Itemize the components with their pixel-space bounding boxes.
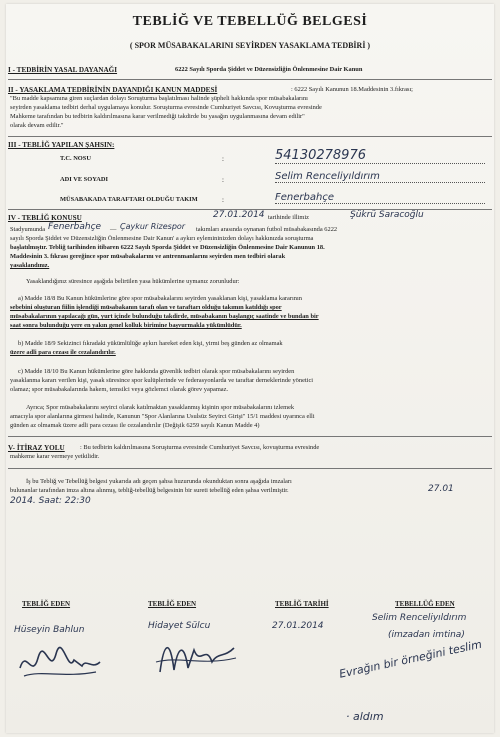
section-4-line2-pre: Stadyumunda <box>10 226 46 233</box>
warning-intro: Yasaklandığınız süresince aşağıda belirtilen yasa hükümlerine uymanız zorunludur: <box>26 278 240 285</box>
field-label-tc: T.C. NOSU <box>60 155 91 162</box>
section-4-line: Maddesinin 3. fıkrası gereğince spor müsabakalarını ve antrenmanlarını seyirden men tedbiri olarak <box>10 253 286 260</box>
signature-label-3: TEBLİĞ TARİHİ <box>275 600 329 608</box>
section-4-line2-post: takımları arasında oynanan futbol müsabakasında 6222 <box>196 226 338 233</box>
team-2: Çaykur Rizespor <box>120 222 186 231</box>
receipt-note: Evrağın bir örneğini teslim <box>338 637 484 681</box>
section-2-line: "Bu madde kapsamına giren suçlardan dolayı Soruşturma başlatılması halinde şüpheli hakkında spor müsabakalarını <box>10 95 308 102</box>
signature-label-2: TEBLİĞ EDEN <box>148 600 197 608</box>
warning-d-line: amacıyla spor alanlarına girmesi halinde, Kanunun "Spor Alanlarına Usulsüz Seyirci Girişi" 15/1 maddesi uyarınca elli <box>10 413 315 420</box>
field-label-name: ADI VE SOYADI <box>60 176 108 183</box>
field-colon: : <box>222 176 224 184</box>
warning-a-line: sebebini oluşturan fiilin işlendiği müsabakanın tarafı olan ve taraftarı olduğu takımın katıldığı spor <box>10 304 282 311</box>
document-title: TEBLİĞ VE TEBELLÜĞ BELGESİ <box>132 14 368 29</box>
stadium-name: Şükrü Saracoğlu <box>350 210 424 220</box>
section-2-label: II - YASAKLAMA TEDBİRİNİN DAYANDIĞI KANUN MADDESİ <box>8 86 218 94</box>
field-colon: : <box>222 155 224 163</box>
section-4-line: sayılı Sporda Şiddet ve Düzensizliğin Önlenmesine Dair Kanun' a aykırı eylemininizden dolayı hakkınızda soruşturma <box>10 235 314 242</box>
signature-label-4: TEBELLÜĞ EDEN <box>395 600 455 608</box>
refusal-note: (imzadan imtina) <box>388 630 465 640</box>
field-value-name: Selim Renceliyıldırım <box>275 171 485 183</box>
divider <box>8 436 492 437</box>
section-3-label: III - TEBLİĞ YAPILAN ŞAHSIN: <box>8 141 115 149</box>
section-4-label: IV - TEBLİĞ KONUSU <box>8 214 82 222</box>
warning-c-line: yasaklanma kararı verilen kişi, yasak süresince spor kulüplerinde ve federasyonlarda ve taraftar derneklerinde yönetici <box>10 377 314 384</box>
warning-b-line: b) Madde 18/9 Sekizinci fıkradaki yükümlülüğe aykırı hareket eden kişi, yirmi beş günden az olmamak <box>18 340 283 347</box>
field-value-team: Fenerbahçe <box>275 192 485 204</box>
signature-1-scribble <box>16 640 106 684</box>
signature-label-1: TEBLİĞ EDEN <box>22 600 71 608</box>
warning-c-line: olamaz; spor müsabakalarında hakem, temsilci veya gözlemci olarak görev yapamaz. <box>10 386 229 393</box>
section-5-line: : Bu tedbirin kaldırılmasına Soruşturma evresinde Cumhuriyet Savcısı, kovuşturma evresinde <box>80 444 320 451</box>
section-4-line: başlatılmıştır. Tebliğ tarihinden itibaren 6222 Sayılı Sporda Şiddet ve Düzensizliğin Önlenmesine Dair Kanunun 18. <box>10 244 325 251</box>
warning-a-line: a) Madde 18/8 Bu Kanun hükümlerine göre spor müsabakalarını seyirden yasaklanan kişi, yasaklama kararının <box>18 295 302 302</box>
section-5-line: mahkeme karar vermeye yetkilidir. <box>10 453 100 460</box>
closing-line: bulunanlar tarafından imza altına alınmış, tebliğ-tebellüğ belgesinin bir sureti tebellüğ eden şahsa verilmiştir. <box>10 487 289 494</box>
section-1-text: 6222 Sayılı Sporda Şiddet ve Düzensizliğin Önlenmesine Dair Kanun <box>175 66 363 73</box>
dash: — <box>110 226 117 233</box>
section-4-date-suffix: tarihinde illimiz <box>268 214 309 221</box>
closing-year-time: 2014. Saat: 22:30 <box>10 496 91 506</box>
section-2-line: olarak devam edilir." <box>10 122 64 129</box>
signature-2-scribble <box>150 632 240 680</box>
receipt-note-2: · aldım <box>346 710 384 723</box>
section-2-line: : 6222 Sayılı Kanunun 18.Maddesinin 3.fıkrası; <box>291 86 413 93</box>
closing-date: 27.01 <box>428 484 454 494</box>
warning-b-line: üzere adli para cezası ile cezalandırılır. <box>10 349 116 356</box>
signatory-2-name: Hidayet Sülcu <box>148 621 211 631</box>
field-value-tc: 54130278976 <box>275 148 485 164</box>
signatory-1-name: Hüseyin Bahlun <box>14 625 85 635</box>
signature-date: 27.01.2014 <box>272 621 324 631</box>
incident-date: 27.01.2014 <box>213 210 265 220</box>
document-subtitle: ( SPOR MÜSABAKALARINI SEYİRDEN YASAKLAMA TEDBİRİ ) <box>129 41 371 50</box>
signatory-4-name: Selim Renceliyıldırım <box>372 613 467 623</box>
warning-a-line: saat sonra bulunduğu yere en yakın genel kolluk birimine başvurmakla yükümlüdür. <box>10 322 242 329</box>
section-4-line: yasaklandınız. <box>10 262 50 269</box>
field-colon: : <box>222 196 224 204</box>
section-2-line: seyirden yasaklama tedbiri derhal uygulamaya konulur. Soruşturma evresinde Cumhuriyet Savcısı, Kovuşturma evresinde <box>10 104 322 111</box>
warning-a-line: müsabakalarının yapılacağı gün, yurt içinde bulunduğu takdirde, müsabakanın başlangıç saatinde ve bundan bir <box>10 313 319 320</box>
section-2-line: Mahkeme tarafından bu tedbirin kaldırılmasına karar verilmediği takdirde bu yasağın uygulanmasına devam edilir" <box>10 113 305 120</box>
divider <box>8 468 492 469</box>
warning-d-line: Ayrıca; Spor müsabakalarını seyirci olarak katılmaktan yasaklanmış kişinin spor müsabakalarını izlemek <box>26 404 295 411</box>
warning-d-line: günden az olmamak üzere adli para cezası ile cezalandırılır (Değişik 6259 sayılı Kanun Madde 4) <box>10 422 260 429</box>
section-1-label: I - TEDBİRİN YASAL DAYANAĞI <box>8 66 118 74</box>
field-label-team: MÜSABAKADA TARAFTARI OLDUĞU TAKIM <box>60 196 198 203</box>
divider <box>8 79 492 80</box>
section-5-label: V- İTİRAZ YOLU <box>8 444 65 452</box>
warning-c-line: c) Madde 18/10 Bu Kanun hükümlerine göre hakkında güvenlik tedbiri olarak spor müsabakalarını seyirden <box>18 368 295 375</box>
divider <box>8 136 492 137</box>
team-1: Fenerbahçe <box>48 222 102 232</box>
closing-line: İş bu Tebliğ ve Tebellüğ belgesi yukarıda adı geçen şahsa huzurunda okunduktan sonra aşağıda imzaları <box>26 478 292 485</box>
